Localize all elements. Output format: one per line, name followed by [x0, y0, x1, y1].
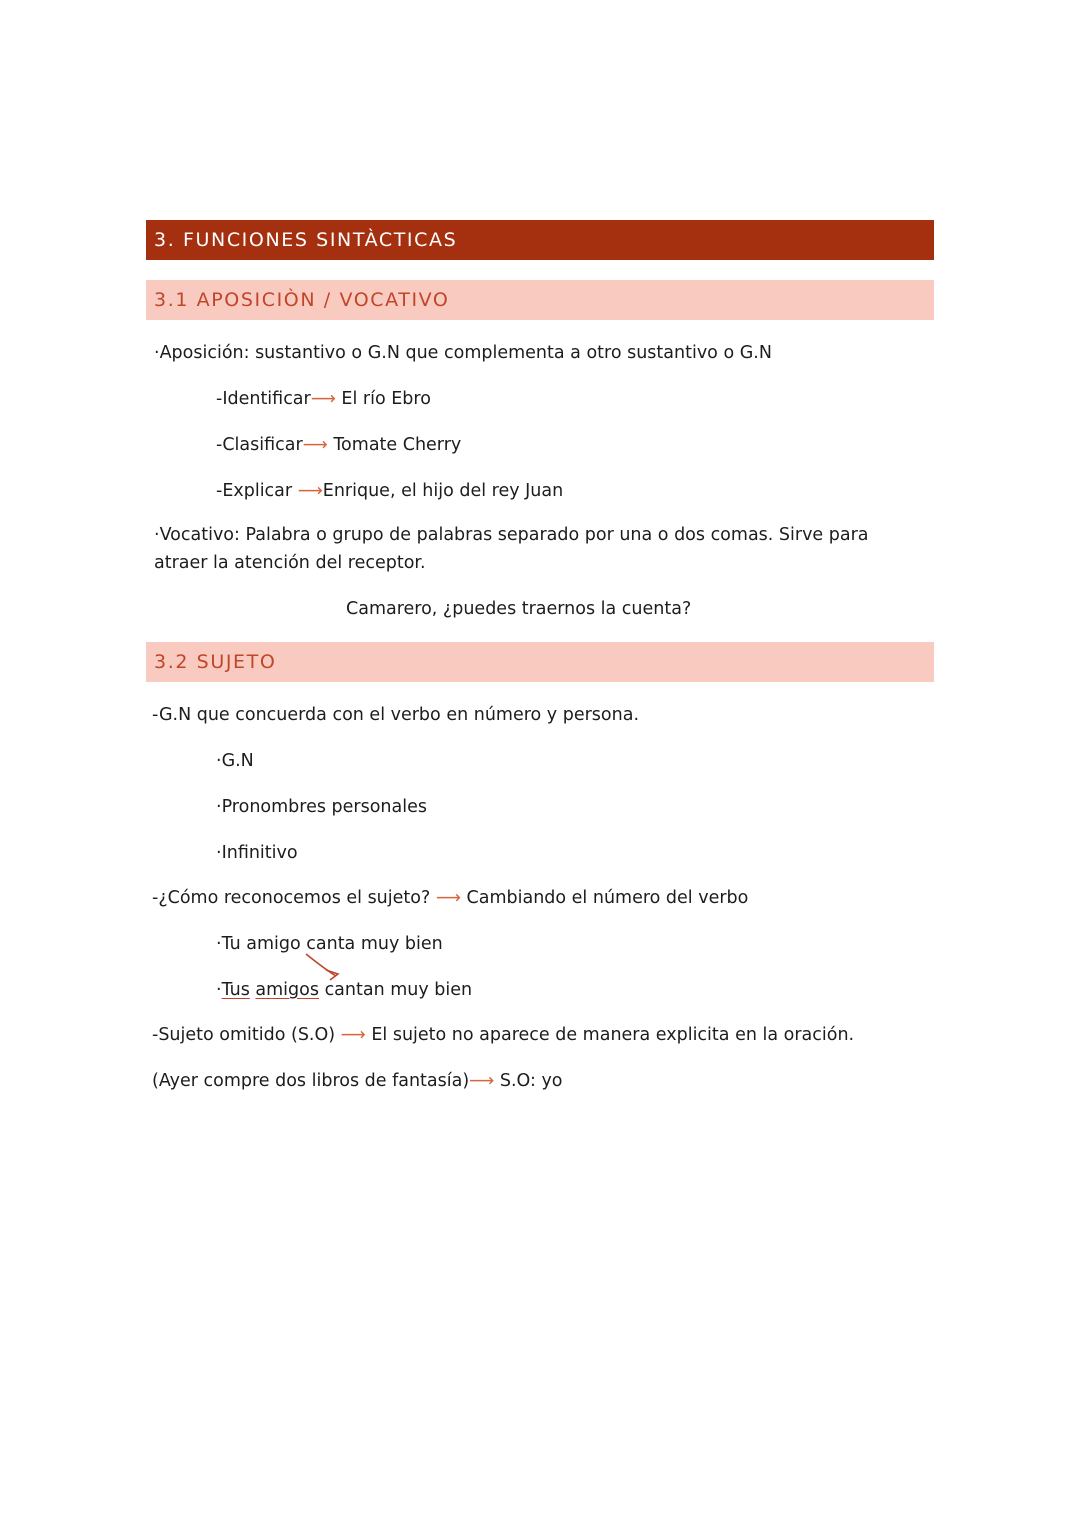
question-answer: Cambiando el número del verbo [466, 888, 749, 908]
subject-definition: -G.N que concuerda con el verbo en número y persona. [152, 705, 640, 725]
omitted-example: (Ayer compre dos libros de fantasía) [152, 1071, 470, 1091]
apposition-item-explicar [216, 480, 563, 502]
arrow-icon: ⟶ [469, 1071, 495, 1091]
subject-type-infinitive: ·Infinitivo [216, 843, 298, 863]
apposition-item-identificar [216, 388, 431, 410]
omitted-result: S.O: yo [499, 1071, 563, 1091]
arrow-icon: ⟶ [302, 435, 328, 455]
omitted-label: -Sujeto omitido (S.O) [152, 1025, 336, 1045]
item-term: -Identificar [216, 389, 311, 409]
item-term: -Explicar [216, 481, 293, 501]
subject-type-pronouns: ·Pronombres personales [216, 797, 427, 817]
subject-example-plural [216, 979, 472, 1001]
arrow-icon: ⟶ [297, 481, 323, 501]
subject-question [152, 887, 748, 909]
apposition-item-clasificar [216, 434, 461, 456]
bullet: · [216, 980, 222, 1000]
example-rest: cantan muy bien [324, 980, 473, 1000]
change-arrow-icon [300, 952, 348, 982]
subject-omitted-example [152, 1070, 563, 1092]
question-text: -¿Cómo reconocemos el sujeto? [152, 888, 431, 908]
underlined-subject: amigos [255, 980, 319, 1000]
arrow-icon: ⟶ [310, 389, 336, 409]
apposition-heading: 3.1 APOSICIÒN / VOCATIVO [146, 280, 934, 320]
subject-type-gn: ·G.N [216, 751, 254, 771]
item-example: El río Ebro [341, 389, 431, 409]
subject-heading: 3.2 SUJETO [146, 642, 934, 682]
vocative-example: Camarero, ¿puedes traernos la cuenta? [346, 599, 692, 619]
subject-example-singular: ·Tu amigo canta muy bien [216, 934, 443, 954]
omitted-definition: El sujeto no aparece de manera explicita en la oración. [371, 1025, 855, 1045]
apposition-definition: ·Aposición: sustantivo o G.N que complementa a otro sustantivo o G.N [154, 343, 772, 363]
arrow-icon: ⟶ [340, 1025, 366, 1045]
item-example: Enrique, el hijo del rey Juan [322, 481, 564, 501]
item-example: Tomate Cherry [333, 435, 462, 455]
underlined-subject: Tus [221, 980, 250, 1000]
arrow-icon: ⟶ [435, 888, 461, 908]
item-term: -Clasificar [216, 435, 303, 455]
section-title: 3. FUNCIONES SINTÀCTICAS [146, 220, 934, 260]
subject-omitted [152, 1024, 854, 1046]
vocative-definition: ·Vocativo: Palabra o grupo de palabras separado por una o dos comas. Sirve para atraer la atención del receptor. [154, 525, 869, 573]
